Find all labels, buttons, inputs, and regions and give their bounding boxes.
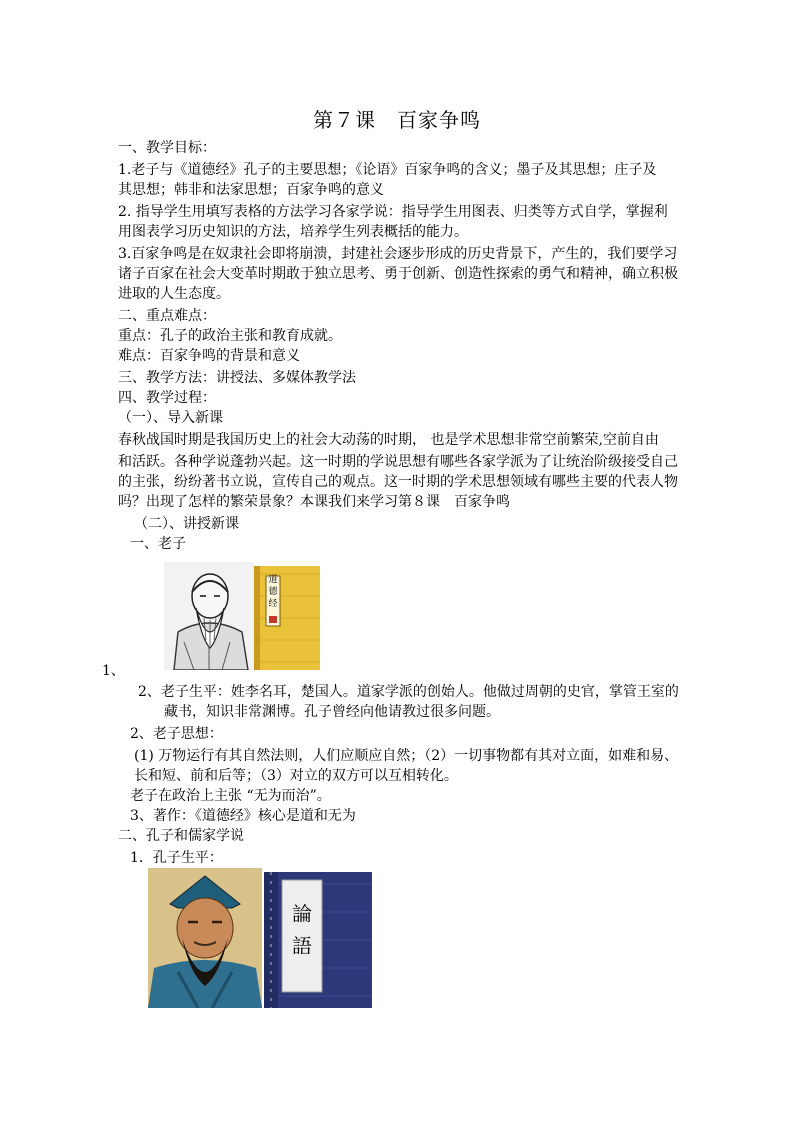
intro-line-1: 春秋战国时期是我国历史上的社会大动荡的时期， 也是学术思想非常空前繁荣,空前自由: [118, 432, 659, 448]
objective-1-line-1: 1.老子与《道德经》孔子的主要思想；《论语》百家争鸣的含义；墨子及其思想；庄子及: [118, 162, 657, 178]
laozi-thought-heading: 2、老子思想：: [130, 726, 223, 742]
intro-line-4: 吗？出现了怎样的繁荣景象？本课我们来学习第８课 百家争鸣: [118, 494, 510, 510]
laozi-life-line-2: 藏书，知识非常渊博。孔子曾经向他请教过很多问题。: [164, 704, 500, 720]
objective-3-line-1: 3.百家争鸣是在奴隶社会即将崩溃，封建社会逐步形成的历史背景下，产生的，我们要学习: [118, 246, 678, 262]
lunyu-book-title-char-1: 論: [292, 902, 312, 922]
list-marker-1: 1、: [102, 663, 125, 679]
daodejing-book-image: [254, 566, 320, 670]
laozi-heading: 一、老子: [130, 536, 186, 552]
subsection-intro: （一）、导入新课: [118, 410, 223, 426]
kongzi-life-heading: 1．孔子生平：: [130, 850, 223, 866]
objective-3-line-2: 诸子百家在社会大变革时期敢于独立思考、勇于创新、创造性探索的勇气和精神，确立积极: [118, 266, 678, 282]
intro-line-2: 和活跃。各种学说蓬勃兴起。这一时期的学说思想有哪些各家学派为了让统治阶级接受自己: [118, 454, 678, 470]
laozi-work: 3、著作：《道德经》核心是道和无为: [130, 808, 356, 824]
subsection-teaching: （二）、讲授新课: [134, 516, 239, 532]
confucius-portrait-image: [148, 868, 262, 1008]
section-heading-key-points: 二、重点难点：: [118, 308, 216, 324]
section-heading-process: 四、教学过程：: [118, 390, 216, 406]
laozi-politics: 老子在政治上主张 “无为而治”。: [130, 788, 331, 804]
lesson-title: 第７课 百家争鸣: [313, 108, 481, 132]
difficult-point: 难点：百家争鸣的背景和意义: [118, 348, 300, 364]
laozi-thought-line-2: 长和短、前和后等；（3）对立的双方可以互相转化。: [134, 768, 458, 784]
intro-line-3: 的主张，纷纷著书立说，宣传自己的观点。这一时期的学术思想领域有哪些主要的代表人物: [118, 474, 678, 490]
daodejing-book-title: 道德经: [268, 575, 278, 609]
laozi-portrait-image: [164, 562, 254, 670]
objective-1-line-2: 其思想；韩非和法家思想；百家争鸣的意义: [118, 182, 384, 198]
objective-2-line-2: 用图表学习历史知识的方法，培养学生列表概括的能力。: [118, 224, 468, 240]
objective-2-line-1: 2. 指导学生用填写表格的方法学习各家学说：指导学生用图表、归类等方式自学，掌握利: [118, 204, 668, 220]
key-point: 重点：孔子的政治主张和教育成就。: [118, 328, 342, 344]
lunyu-book-title-char-2: 語: [292, 934, 312, 954]
section-heading-objectives: 一、教学目标：: [118, 140, 216, 156]
section-heading-methods: 三、教学方法：讲授法、多媒体教学法: [118, 370, 356, 386]
laozi-life-line-1: 2、老子生平：姓李名耳，楚国人。道家学派的创始人。他做过周朝的史官，掌管王室的: [138, 684, 679, 700]
objective-3-line-3: 进取的人生态度。: [118, 286, 230, 302]
laozi-thought-line-1: (1) 万物运行有其自然法则，人们应顺应自然；（2）一切事物都有其对立面，如难和易、: [134, 748, 679, 764]
kongzi-heading: 二、孔子和儒家学说: [118, 828, 244, 844]
